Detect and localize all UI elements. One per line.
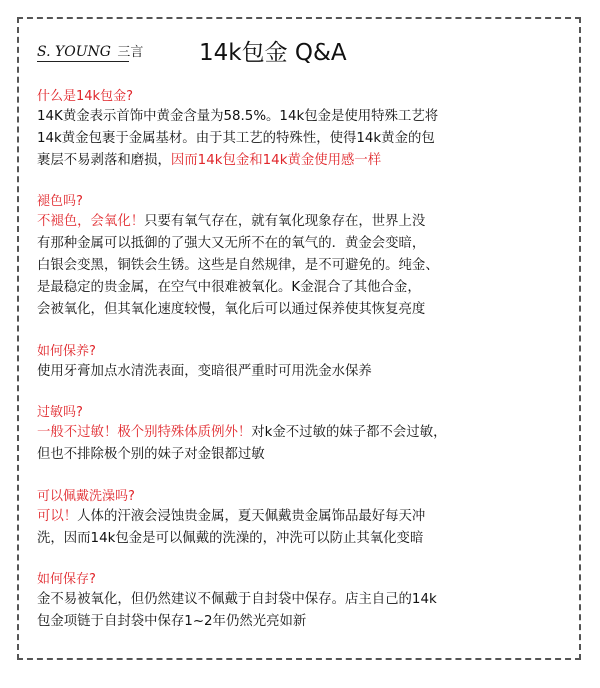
faq-question: 如何保存? xyxy=(37,572,96,587)
answer-text: 14k黄金包裹于金属基材。由于其工艺的特殊性，使得14k黄金的包 xyxy=(37,131,435,146)
faq-section xyxy=(37,192,565,321)
faq-answer xyxy=(37,211,565,321)
answer-text: 包金项链于自封袋中保存1~2年仍然光亮如新 xyxy=(37,614,307,629)
answer-highlight: 一般不过敏！极个别特殊体质例外！ xyxy=(37,425,252,440)
dashed-frame xyxy=(17,17,581,660)
faq-question: 褪色吗? xyxy=(37,194,83,209)
answer-line xyxy=(37,611,565,633)
faq-answer xyxy=(37,106,565,172)
answer-text: 白银会变黑，铜铁会生锈。这些是自然规律，是不可避免的。纯金、 xyxy=(37,258,439,273)
answer-text: 有那种金属可以抵御的了强大又无所不在的氧气的．黄金会变暗， xyxy=(37,236,426,251)
faq-question: 如何保养? xyxy=(37,344,96,359)
answer-line xyxy=(37,106,565,128)
faq-question: 什么是14k包金? xyxy=(37,89,133,104)
answer-line xyxy=(37,255,565,277)
faq-question: 过敏吗? xyxy=(37,405,83,420)
faq-section xyxy=(37,403,565,466)
answer-text: 人体的汗液会浸蚀贵金属，夏天佩戴贵金属饰品最好每天冲 xyxy=(77,509,426,524)
answer-line xyxy=(37,444,565,466)
answer-highlight: 可以！ xyxy=(37,509,78,524)
answer-text: 洗，因而14k包金是可以佩戴的洗澡的，冲洗可以防止其氧化变暗 xyxy=(37,531,424,546)
faq-section xyxy=(37,342,565,383)
answer-text: 只要有氧气存在，就有氧化现象存在，世界上没 xyxy=(144,214,426,229)
answer-line xyxy=(37,506,565,528)
answer-text: 是最稳定的贵金属，在空气中很难被氧化。K金混合了其他合金， xyxy=(37,280,421,295)
answer-line xyxy=(37,211,565,233)
answer-text: 对k金不过敏的妹子都不会过敏， xyxy=(251,425,447,440)
answer-line xyxy=(37,361,565,383)
faq-section xyxy=(37,487,565,550)
faq-section xyxy=(37,570,565,633)
answer-text: 使用牙膏加点水清洗表面，变暗很严重时可用洗金水保养 xyxy=(37,364,372,379)
faq-section xyxy=(37,87,565,172)
answer-text: 裹层不易剥落和磨损， xyxy=(37,153,171,168)
faq-question: 可以佩戴洗澡吗? xyxy=(37,489,135,504)
answer-line xyxy=(37,277,565,299)
answer-line xyxy=(37,589,565,611)
answer-text: 会被氧化，但其氧化速度较慢，氧化后可以通过保养使其恢复亮度 xyxy=(37,302,426,317)
faq-answer xyxy=(37,361,565,383)
faq-answer xyxy=(37,506,565,550)
answer-line xyxy=(37,128,565,150)
answer-highlight: 不褪色，会氧化！ xyxy=(37,214,145,229)
answer-highlight: 因而14k包金和14k黄金使用感一样 xyxy=(170,153,382,168)
brand-logo xyxy=(37,41,144,60)
answer-line xyxy=(37,150,565,172)
answer-line xyxy=(37,233,565,255)
answer-line xyxy=(37,528,565,550)
answer-text: 但也不排除极个别的妹子对金银都过敏 xyxy=(37,447,265,462)
answer-text: 金不易被氧化，但仍然建议不佩戴于自封袋中保存。店主自己的14k xyxy=(37,592,437,607)
brand-name: S. YOUNG xyxy=(37,44,111,60)
brand-underline xyxy=(37,61,129,62)
faq-answer xyxy=(37,422,565,466)
answer-line xyxy=(37,299,565,321)
brand-chinese-name: 三言 xyxy=(117,45,144,60)
answer-text: 14K黄金表示首饰中黄金含量为58.5%。14k包金是使用特殊工艺将 xyxy=(37,109,439,124)
answer-line xyxy=(37,422,565,444)
faq-answer xyxy=(37,589,565,633)
page-title: 14k包金 Q&A xyxy=(199,40,347,66)
